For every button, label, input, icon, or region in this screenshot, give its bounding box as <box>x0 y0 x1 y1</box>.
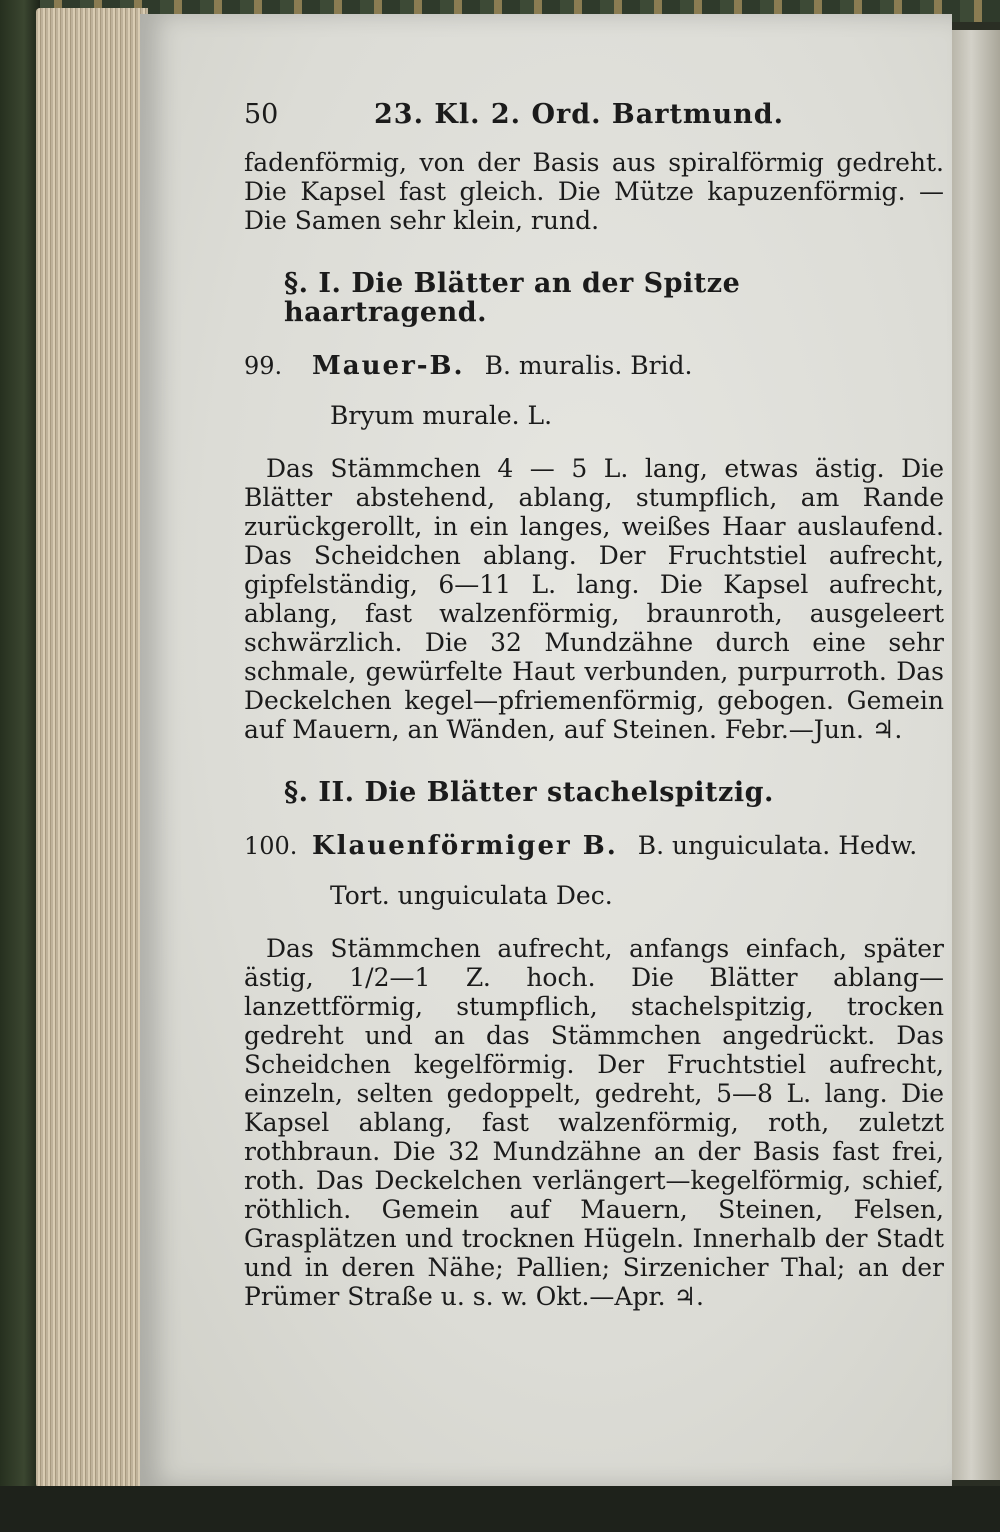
species-number: 100. <box>244 832 298 860</box>
species-name: Mauer-B. <box>312 351 465 381</box>
section-title-2: §. II. Die Blätter stachelspitzig. <box>284 777 774 808</box>
species-description: Das Stämmchen aufrecht, anfangs einfach, später ästig, 1/2—1 Z. hoch. Die Blätter ablang—lanzettförmig, stumpflich, stachelspitzig, trocken gedreht und an das Stämmchen angedrückt. Das Scheidchen kegelförmig. Der Fruchtstiel aufrecht, einzeln, selten gedoppelt, gedreht, 5—8 L. lang. Die Kapsel ablang, fast walzenförmig, roth, zuletzt rothbraun. Die 32 Mundzähne an der Basis fast frei, roth. Das Deckelchen verlängert—kegelförmig, schief, röthlich. Gemein auf Mauern, Steinen, Felsen, Grasplätzen und trocknen Hügeln. Innerhalb der Stadt und in deren Nähe; Pallien; Sirzenicher Thal; an der Prümer Straße u. s. w. Okt.—Apr. ♃. <box>244 934 944 1311</box>
species-name: Klauenförmiger B. <box>312 831 618 861</box>
book-cover-bottom <box>0 1486 1000 1532</box>
page-text-block <box>244 100 944 1311</box>
species-entry-100 <box>244 831 944 861</box>
intro-paragraph: fadenförmig, von der Basis aus spiralförmig gedreht. Die Kapsel fast gleich. Die Mütze kapuzenförmig. — Die Samen sehr klein, rund. <box>244 148 944 235</box>
page-number: 50 <box>244 99 279 130</box>
species-description: Das Stämmchen 4 — 5 L. lang, etwas ästig. Die Blätter abstehend, ablang, stumpflich, am Rande zurückgerollt, in ein langes, weißes Haar auslaufend. Das Scheidchen ablang. Der Fruchtstiel aufrecht, gipfelständig, 6—11 L. lang. Die Kapsel aufrecht, ablang, fast walzenförmig, braunroth, ausgeleert schwärzlich. Die 32 Mundzähne durch eine sehr schmale, gewürfelte Haut verbunden, purpurroth. Das Deckelchen kegel—pfriemenförmig, gebogen. Gemein auf Mauern, an Wänden, auf Steinen. Febr.—Jun. ♃. <box>244 454 944 744</box>
running-head: 23. Kl. 2. Ord. Bartmund. <box>374 99 785 130</box>
page-header <box>244 100 944 140</box>
species-synonym: Tort. unguiculata Dec. <box>330 881 613 910</box>
book-cover-left <box>0 0 40 1532</box>
page-edges <box>36 8 148 1488</box>
species-entry-99 <box>244 351 944 381</box>
species-latin-name: B. unguiculata. Hedw. <box>637 831 918 860</box>
section-title-1: §. I. Die Blätter an der Spitze haartragend. <box>284 268 741 328</box>
species-latin-name: B. muralis. Brid. <box>484 351 693 380</box>
species-number: 99. <box>244 352 283 380</box>
species-synonym: Bryum murale. L. <box>330 401 553 430</box>
adjacent-page-edge <box>952 30 1000 1480</box>
